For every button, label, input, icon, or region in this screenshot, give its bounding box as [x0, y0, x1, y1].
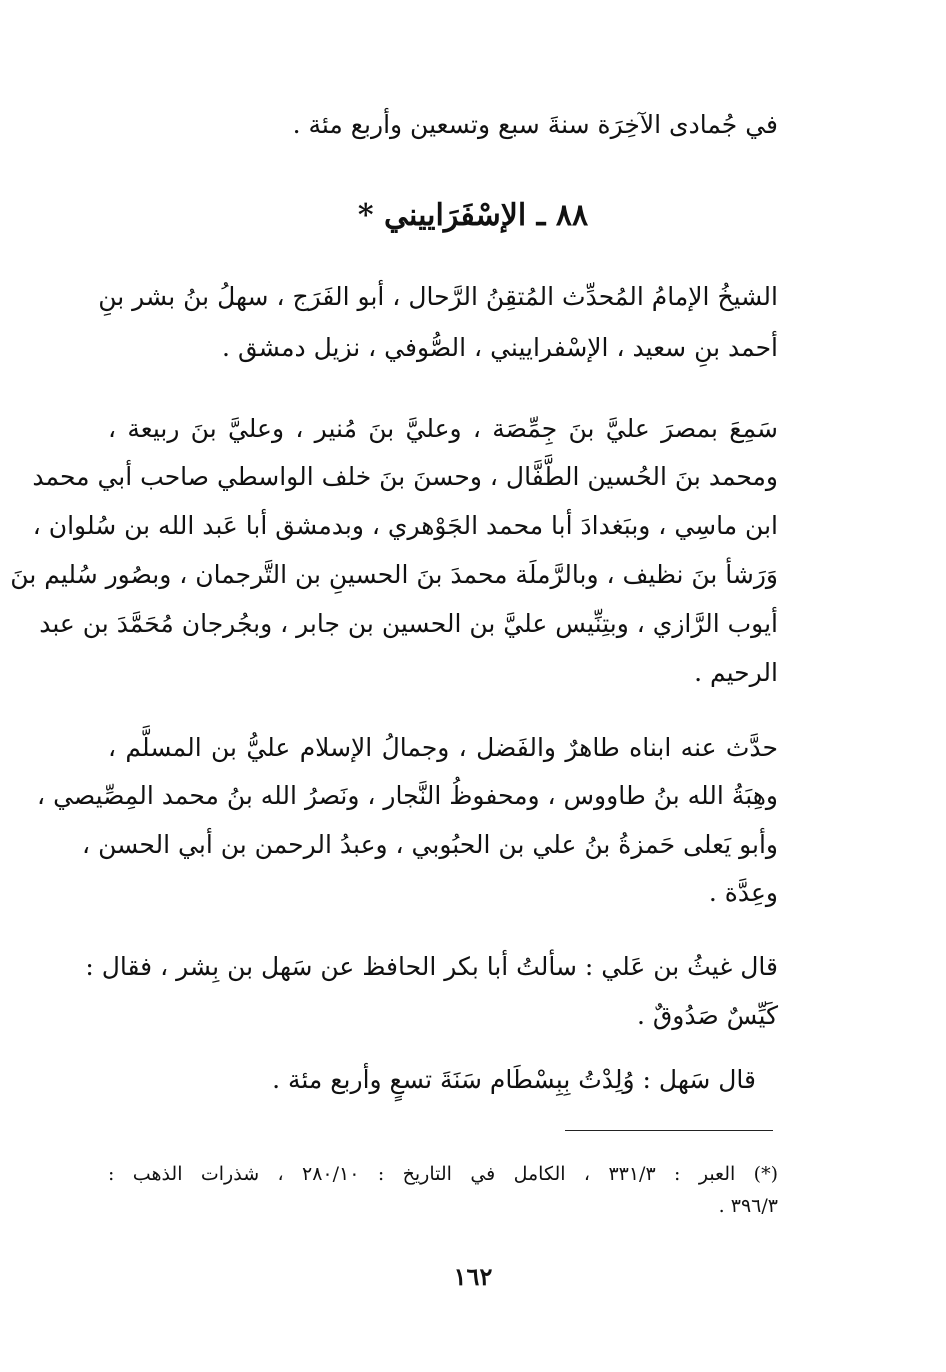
para3-line-1: حدَّث عنه ابناه طاهرٌ والفَضل ، وجمالُ الإسلام عليُّ بن المسلَّم ، — [108, 733, 778, 762]
footnote-divider — [565, 1130, 773, 1131]
para4-line-2: كَيِّسٌ صَدُوقٌ . — [637, 1001, 778, 1030]
para1-line-2: أحمد بنِ سعيد ، الإسْفراييني ، الصُّوفي ، نزيل دمشق . — [222, 333, 778, 362]
para3-line-4: وعِدَّة . — [708, 878, 778, 907]
para4-line-1: قال غيثُ بن عَلي : سألتُ أبا بكر الحافظ عن سَهل بن بِشر ، فقال : — [85, 952, 778, 981]
para5-line: قال سَهل : وُلِدْتُ بِبِسْطَام سَنَةَ تسعٍ وأربع مئة . — [272, 1065, 756, 1094]
para3-line-3: وأبو يَعلى حَمزةُ بنُ علي بن الحبُوبي ، وعبدُ الرحمن بن أبي الحسن ، — [82, 830, 778, 859]
footnote-line-2: ٣٩٦/٣ . — [718, 1195, 778, 1217]
continuation-line: في جُمادى الآخِرَة سنةَ سبع وتسعين وأربع مئة . — [292, 110, 778, 139]
para2-line-3: ابن ماسِي ، وببَغدادَ أبا محمد الجَوْهري ، وبدمشق أبا عَبد الله بن سُلوان ، — [32, 511, 778, 540]
footnote-line-1: (*) العبر : ٣٣١/٣ ، الكامل في التاريخ : ٢٨٠/١٠ ، شذرات الذهب : — [108, 1163, 778, 1185]
para2-line-2: ومحمد بنَ الحُسين الطَّفَّال ، وحسنَ بنَ خلف الواسطي صاحب أبي محمد — [32, 462, 778, 491]
entry-heading: ٨٨ ـ الإسْفَرَاييني * — [357, 198, 589, 233]
para2-line-5: أيوب الرَّازي ، وبتِنِّيس عليَّ بن الحسين بن جابر ، وبجُرجان مُحَمَّدَ بن عبد — [39, 609, 778, 638]
para2-line-4: وَرَشأ بنَ نظيف ، وبالرَّملَة محمدَ بنَ الحسينِ بن التَّرجمان ، وبصُور سُليم بنَ — [10, 560, 778, 589]
para1-line-1: الشيخُ الإمامُ المُحدِّث المُتقِنُ الرَّحال ، أبو الفَرَج ، سهلُ بنُ بشر بنِ — [98, 282, 778, 311]
para2-line-6: الرحيم . — [694, 658, 778, 687]
para3-line-2: وهِبَةُ الله بنُ طاووس ، ومحفوظُ النَّجار ، ونَصرُ الله بنُ محمد المِصِّيصي ، — [37, 781, 778, 810]
page-number: ١٦٢ — [453, 1262, 493, 1291]
para2-line-1: سَمِعَ بمصرَ عليَّ بنَ جِمِّصَة ، وعليَّ بنَ مُنير ، وعليَّ بنَ ربيعة ، — [108, 414, 778, 443]
